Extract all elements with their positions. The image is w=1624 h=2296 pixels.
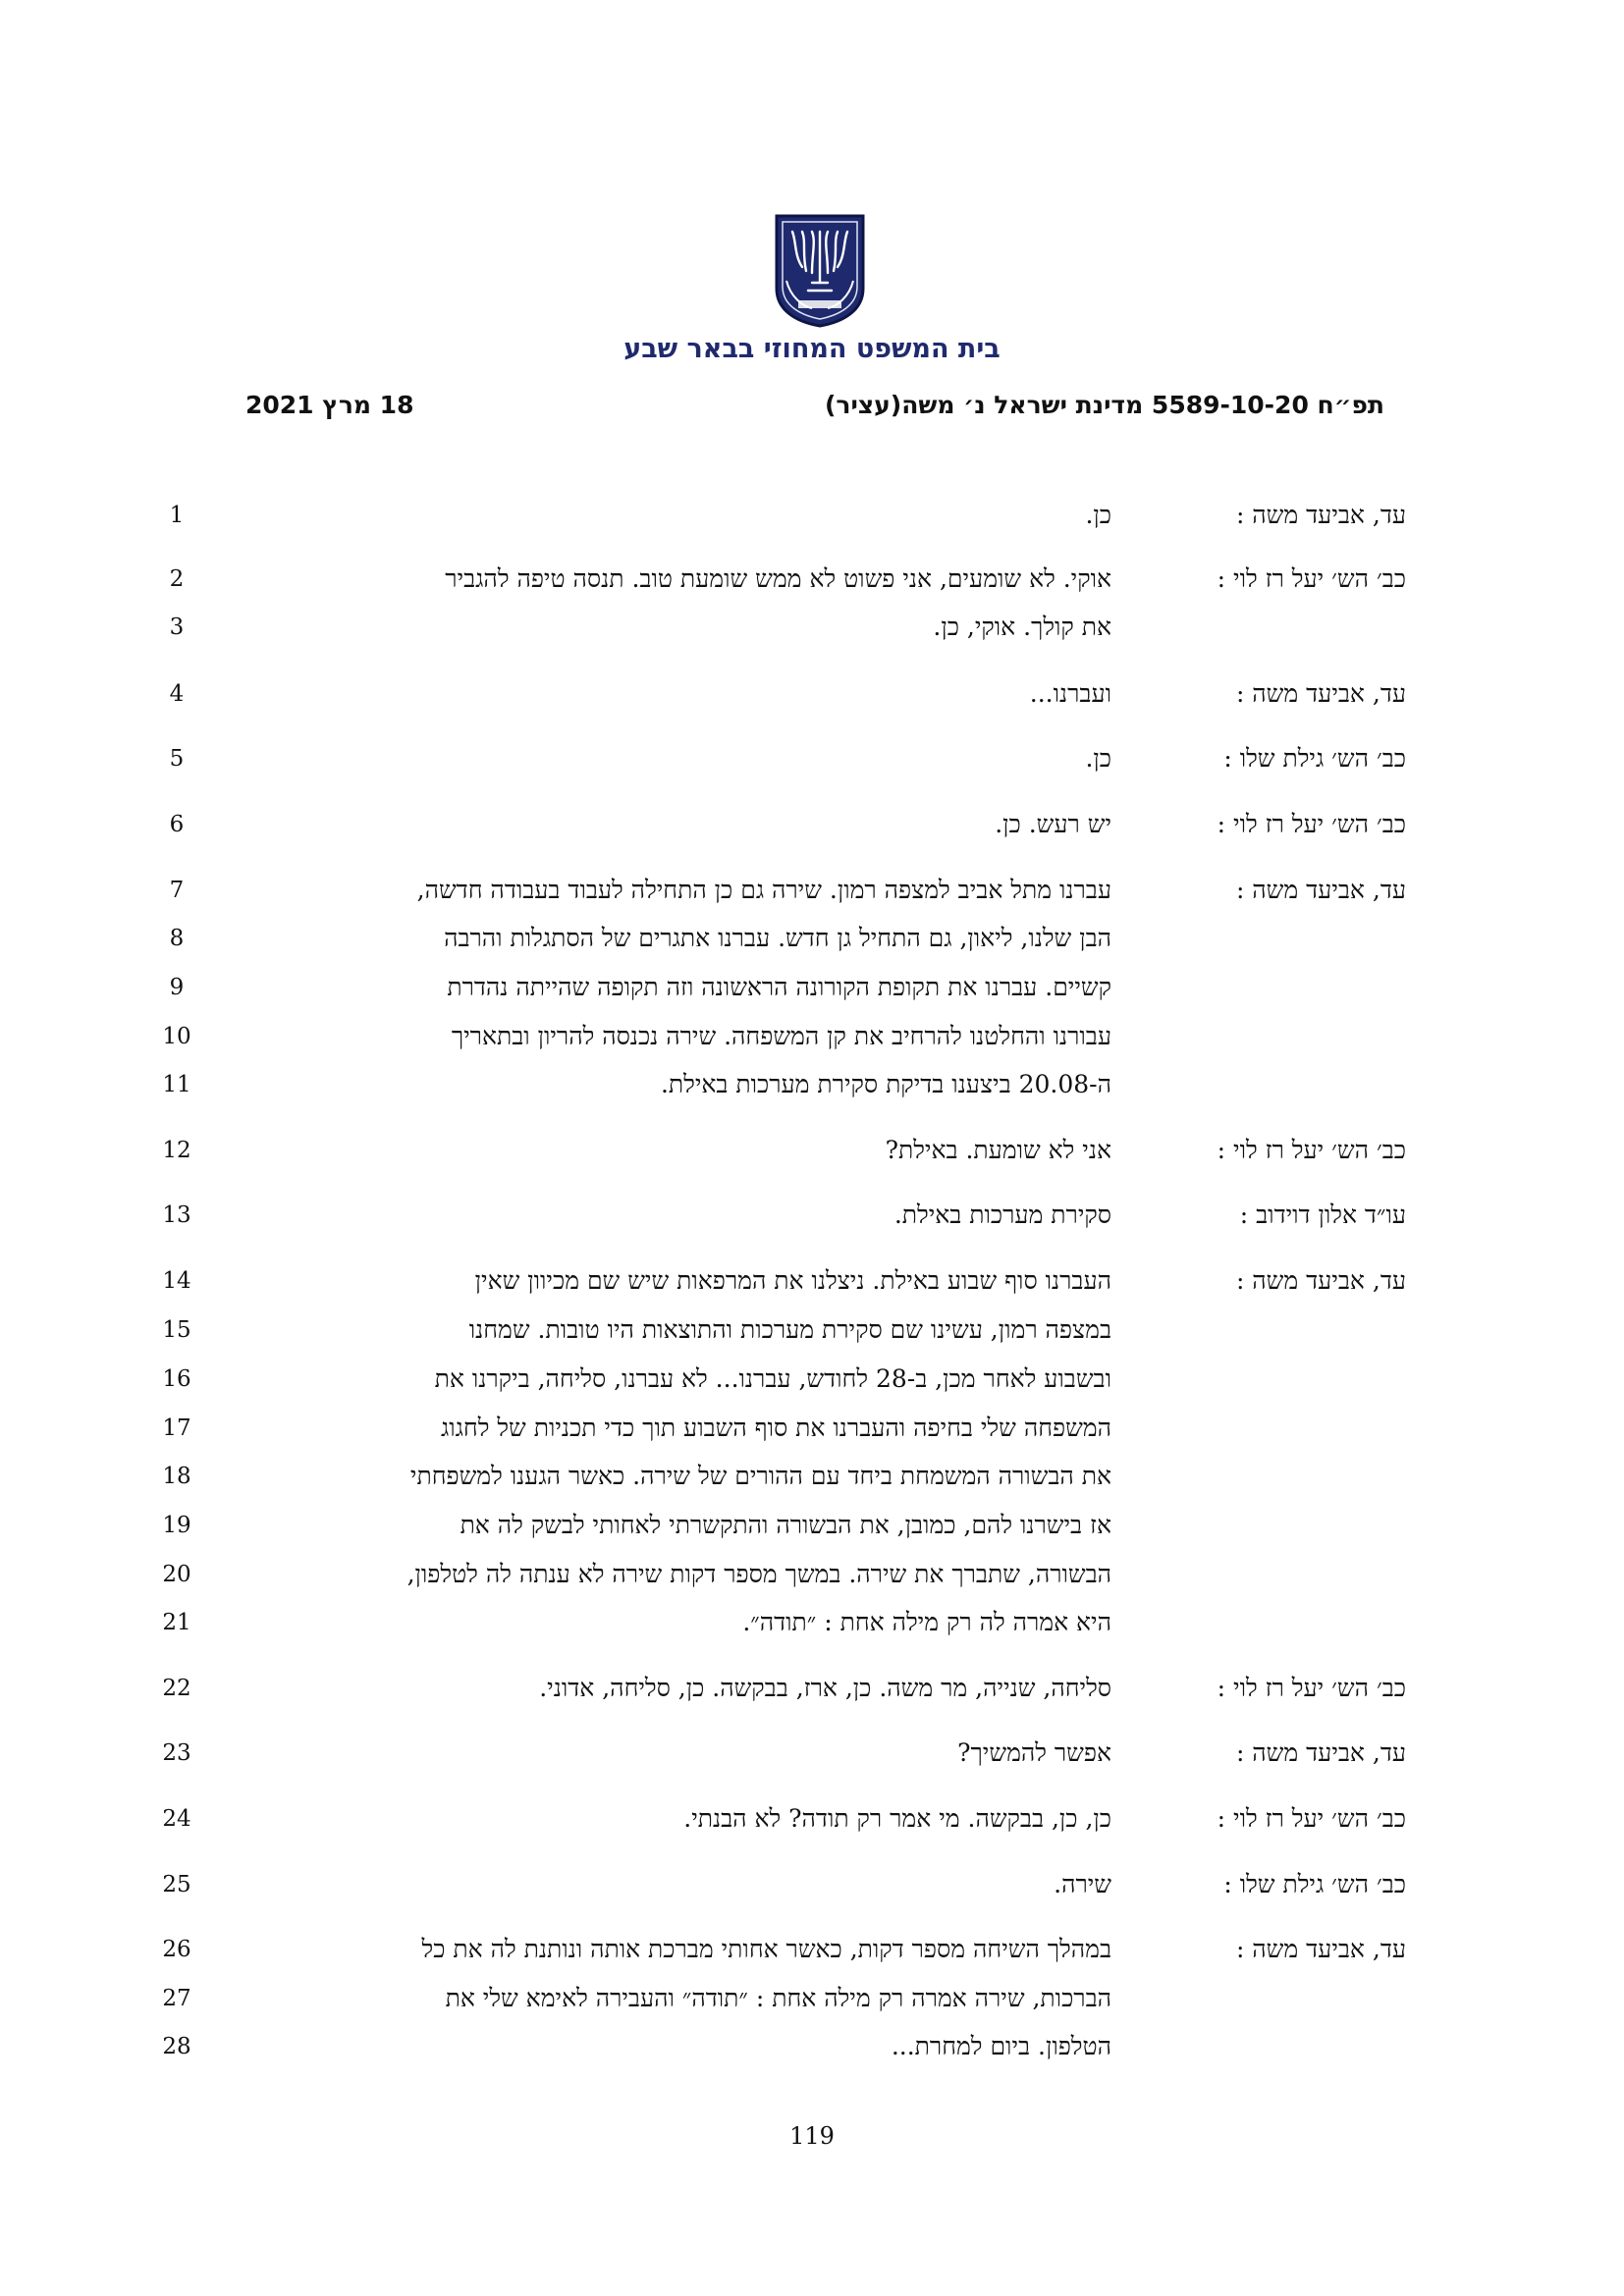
line-number: 25 [162,1872,191,1897]
utterance: שירה. [1054,1870,1111,1898]
utterance: ה-20.08 ביצענו בדיקת סקירת מערכות באילת. [660,1070,1111,1098]
line-number: 22 [162,1676,191,1701]
line-number: 21 [162,1610,191,1635]
utterance: קשיים. עברנו את תקופת הקורונה הראשונה וזה תקופה שהייתה נהדרת [447,973,1111,1001]
line-number: 23 [162,1740,191,1766]
line-number: 6 [169,812,185,837]
utterance: את קולך. אוקי, כן. [933,613,1111,641]
utterance: יש רעש. כן. [995,810,1111,838]
speaker: עד, אביעד משה : [1235,1266,1406,1295]
case-title: תפ״ח 5589-10-20 מדינת ישראל נ׳ משה(עציר) [824,391,1384,419]
utterance: כן, כן, בבקשה. מי אמר רק תודה? לא הבנתי. [683,1804,1111,1833]
speaker: עד, אביעד משה : [1235,679,1406,708]
utterance: אוקי. לא שומעים, אני פשוט לא ממש שומעת טוב. תנסה טיפה להגביר [445,564,1111,593]
speaker: כב׳ הש׳ יעל רז לוי : [1217,1804,1406,1833]
line-number: 7 [169,878,185,903]
line-number: 3 [169,614,185,640]
line-number: 4 [169,681,185,707]
line-number: 17 [162,1415,191,1441]
utterance: עבורנו והחלטנו להרחיב את קן המשפחה. שירה נכנסה להריון ובתאריך [451,1022,1111,1050]
speaker: עו״ד אלון דוידוב : [1239,1201,1406,1229]
speaker: כב׳ הש׳ יעל רז לוי : [1217,564,1406,593]
utterance: העברנו סוף שבוע באילת. ניצלנו את המרפאות שיש שם מכיוון שאין [474,1266,1111,1295]
line-number: 16 [162,1366,191,1392]
line-number: 15 [162,1317,191,1343]
utterance: כן. [1085,744,1111,773]
speaker: עד, אביעד משה : [1235,501,1406,529]
hearing-date: 18 מרץ 2021 [245,391,414,419]
utterance: ועברנו... [1029,679,1111,708]
utterance: הבשורה, שתברך את שירה. במשך מספר דקות שירה לא ענתה לה לטלפון, [406,1560,1111,1588]
utterance: אז בישרנו להם, כמובן, את הבשורה והתקשרתי לאחותי לבשק לה את [460,1511,1111,1539]
speaker: כב׳ הש׳ יעל רז לוי : [1217,1136,1406,1164]
speaker: כב׳ הש׳ גילת שלו : [1223,744,1406,773]
utterance: הבן שלנו, ליאון, גם התחיל גן חדש. עברנו אתגרים של הסתגלות והרבה [444,924,1111,952]
utterance: היא אמרה לה רק מילה אחת : ״תודה״. [742,1608,1111,1636]
line-number: 10 [162,1024,191,1049]
line-number: 28 [162,2034,191,2059]
utterance: במהלך השיחה מספר דקות, כאשר אחותי מברכת אותה ונותנת לה את כל [421,1935,1111,1963]
utterance: אני לא שומעת. באילת? [885,1136,1111,1164]
speaker: עד, אביעד משה : [1235,1935,1406,1963]
utterance: כן. [1085,501,1111,529]
utterance: הברכות, שירה אמרה רק מילה אחת : ״תודה״ והעבירה לאימא שלי את [445,1984,1111,2012]
utterance: המשפחה שלי בחיפה והעברנו את סוף השבוע תוך כדי תכניות של לחגוג [441,1414,1111,1442]
line-number: 5 [169,746,185,772]
speaker: כב׳ הש׳ יעל רז לוי : [1217,1674,1406,1702]
utterance: הטלפון. ביום למחרת... [891,2032,1111,2060]
page-number: 119 [789,2122,835,2150]
speaker: כב׳ הש׳ גילת שלו : [1223,1870,1406,1898]
line-number: 14 [162,1268,191,1294]
court-name: בית המשפט המחוזי בבאר שבע [623,334,1001,364]
line-number: 19 [162,1513,191,1538]
line-number: 9 [169,975,185,1000]
utterance: עברנו מתל אביב למצפה רמון. שירה גם כן התחילה לעבוד בעבודה חדשה, [416,876,1111,904]
speaker: כב׳ הש׳ יעל רז לוי : [1217,810,1406,838]
utterance: את הבשורה המשמחת ביחד עם ההורים של שירה. כאשר הגענו למשפחתי [409,1462,1111,1490]
line-number: 27 [162,1986,191,2011]
speaker: עד, אביעד משה : [1235,1738,1406,1767]
line-number: 26 [162,1937,191,1962]
utterance: סקירת מערכות באילת. [893,1201,1111,1229]
utterance: סליחה, שנייה, מר משה. כן, ארז, בבקשה. כן, סליחה, אדוני. [539,1674,1111,1702]
line-number: 18 [162,1464,191,1489]
utterance: אפשר להמשיך? [957,1738,1111,1767]
line-number: 8 [169,926,185,951]
line-number: 24 [162,1806,191,1832]
line-number: 13 [162,1202,191,1228]
utterance: במצפה רמון, עשינו שם סקירת מערכות והתוצאות היו טובות. שמחנו [468,1315,1111,1344]
line-number: 1 [169,503,185,528]
line-number: 2 [169,566,185,592]
utterance: ובשבוע לאחר מכן, ב-28 לחודש, עברנו... לא עברנו, סליחה, ביקרנו את [434,1364,1111,1393]
line-number: 12 [162,1138,191,1163]
speaker: עד, אביעד משה : [1235,876,1406,904]
line-number: 11 [162,1072,191,1097]
line-number: 20 [162,1562,191,1587]
